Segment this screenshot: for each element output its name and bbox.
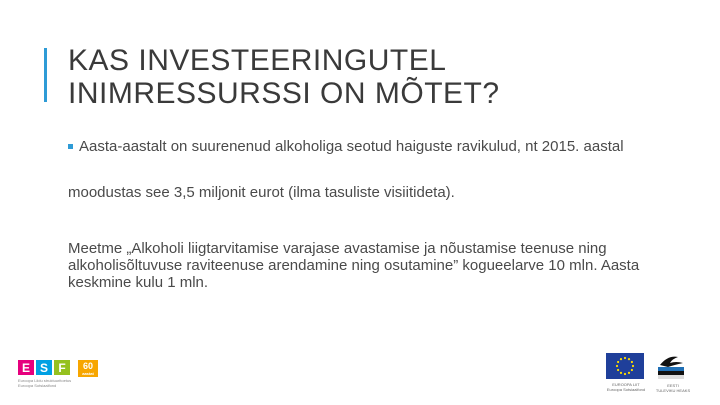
esf-60-sub: aastat [82,371,94,376]
esf-caption-line-1: Euroopa Liidu struktuuritoetus [18,378,72,383]
slide-body [68,138,648,155]
bullet-text: Aasta-aastalt on suurenenud alkoholiga seotud haiguste ravikulud, nt 2015. aastal [79,138,624,155]
paragraph-1: moodustas see 3,5 miljonit eurot (ilma tasuliste visiitideta). [68,184,455,201]
esf-letter-f: F [54,360,70,375]
esf-60-number: 60 [82,361,93,371]
esf-letter-e: E [18,360,34,375]
eu-caption [606,382,646,392]
esf-letter-s: S [36,360,52,375]
esf-caption-line-2: Euroopa Sotsiaalfond [18,383,57,388]
slide-title [68,44,688,110]
eu-caption-line-2: Euroopa Sotsiaalfond [606,387,646,392]
eu-caption-line-1: EUROOPA LIIT [612,382,640,387]
estonia-swallow-icon [656,353,686,381]
square-bullet-icon [68,144,73,149]
eu-logos [606,353,702,397]
slide-title-line-1: KAS INVESTEERINGUTEL [68,44,447,77]
ee-caption [653,383,693,393]
eu-flag-icon [606,353,644,379]
esf-caption [18,378,100,388]
esf-60-badge [78,360,98,377]
ee-caption-line-1: EESTI [667,383,679,388]
bullet-item [68,138,648,155]
esf-logo [18,360,100,396]
title-accent-bar [44,48,47,102]
slide-title-line-2: INIMRESSURSSI ON MÕTET? [68,77,500,110]
ee-caption-line-2: TULEVIKU HEAKS [655,388,691,393]
paragraph-2: Meetme „Alkoholi liigtarvitamise varajase avastamise ja nõustamise teenuse ning alkoholisõltuvuse raviteenuse arendamine ning osutamine” kogueelarve 10 mln. Aasta keskmine kulu 1 mln. [68,240,640,291]
